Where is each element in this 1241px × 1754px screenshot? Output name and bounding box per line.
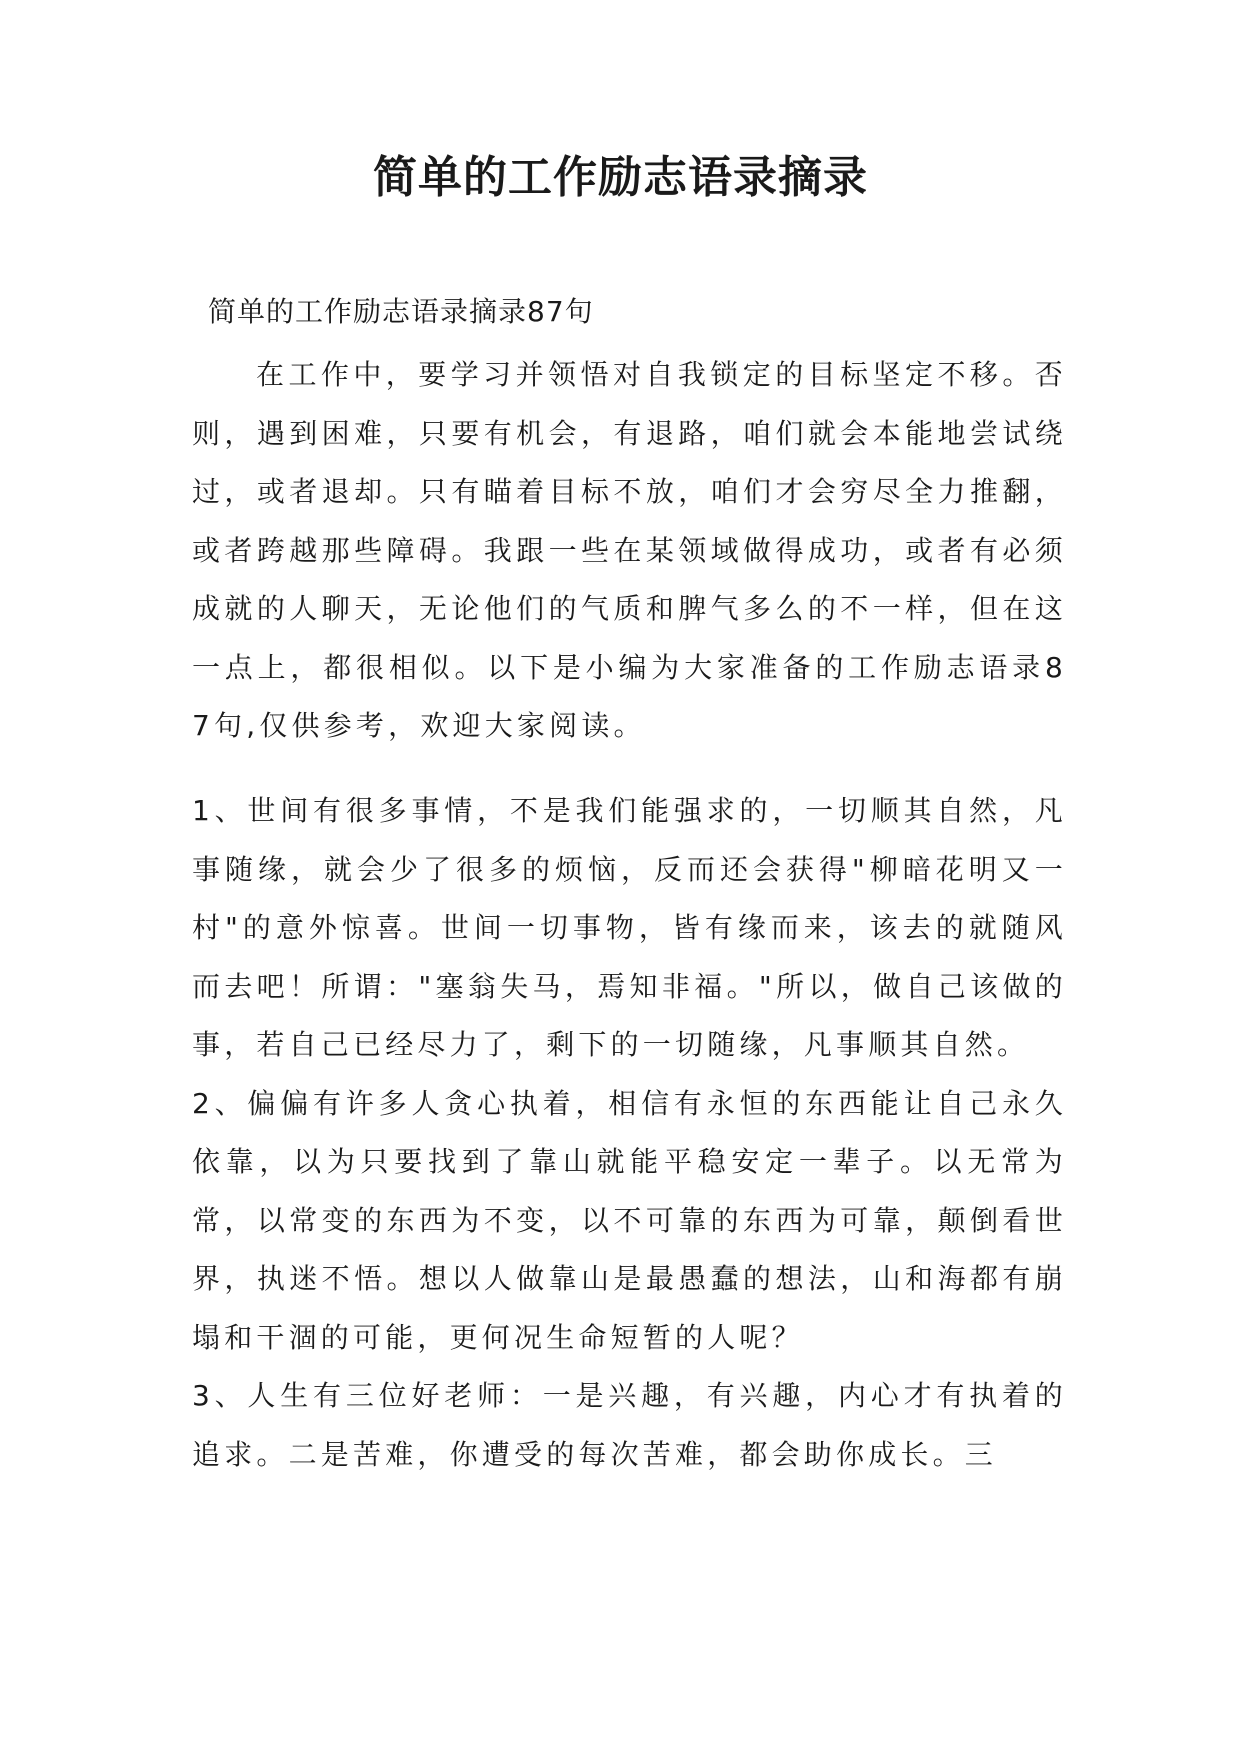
document-subtitle: 简单的工作励志语录摘录87句 [208,295,594,328]
quote-item-1: 1、世间有很多事情，不是我们能强求的，一切顺其自然，凡事随缘，就会少了很多的烦恼，反而还会获得"柳暗花明又一村"的意外惊喜。世间一切事物，皆有缘而来，该去的就随风而去吧！所谓："塞翁失马，焉知非福。"所以，做自己该做的事，若自己已经尽力了，剩下的一切随缘，凡事顺其自然。 [192,794,1067,1061]
quote-item-3: 3、人生有三位好老师：一是兴趣，有兴趣，内心才有执着的追求。二是苦难，你遭受的每次苦难，都会助你成长。三 [192,1379,1067,1471]
quote-item-2: 2、偏偏有许多人贪心执着，相信有永恒的东西能让自己永久依靠，以为只要找到了靠山就能平稳安定一辈子。以无常为常，以常变的东西为不变，以不可靠的东西为可靠，颠倒看世界，执迷不悟。想以人做靠山是最愚蠢的想法，山和海都有崩塌和干涸的可能，更何况生命短暂的人呢？ [192,1086,1067,1354]
quote-list [192,782,1067,1484]
document-title: 简单的工作励志语录摘录 [373,152,868,203]
intro-paragraph: 在工作中，要学习并领悟对自我锁定的目标坚定不移。否则，遇到困难，只要有机会，有退路，咱们就会本能地尝试绕过，或者退却。只有瞄着目标不放，咱们才会穷尽全力推翻，或者跨越那些障碍。我跟一些在某领域做得成功，或者有必须成就的人聊天，无论他们的气质和脾气多么的不一样，但在这一点上，都很相似。以下是小编为大家准备的工作励志语录87句,仅供参考，欢迎大家阅读。 [192,358,1067,742]
